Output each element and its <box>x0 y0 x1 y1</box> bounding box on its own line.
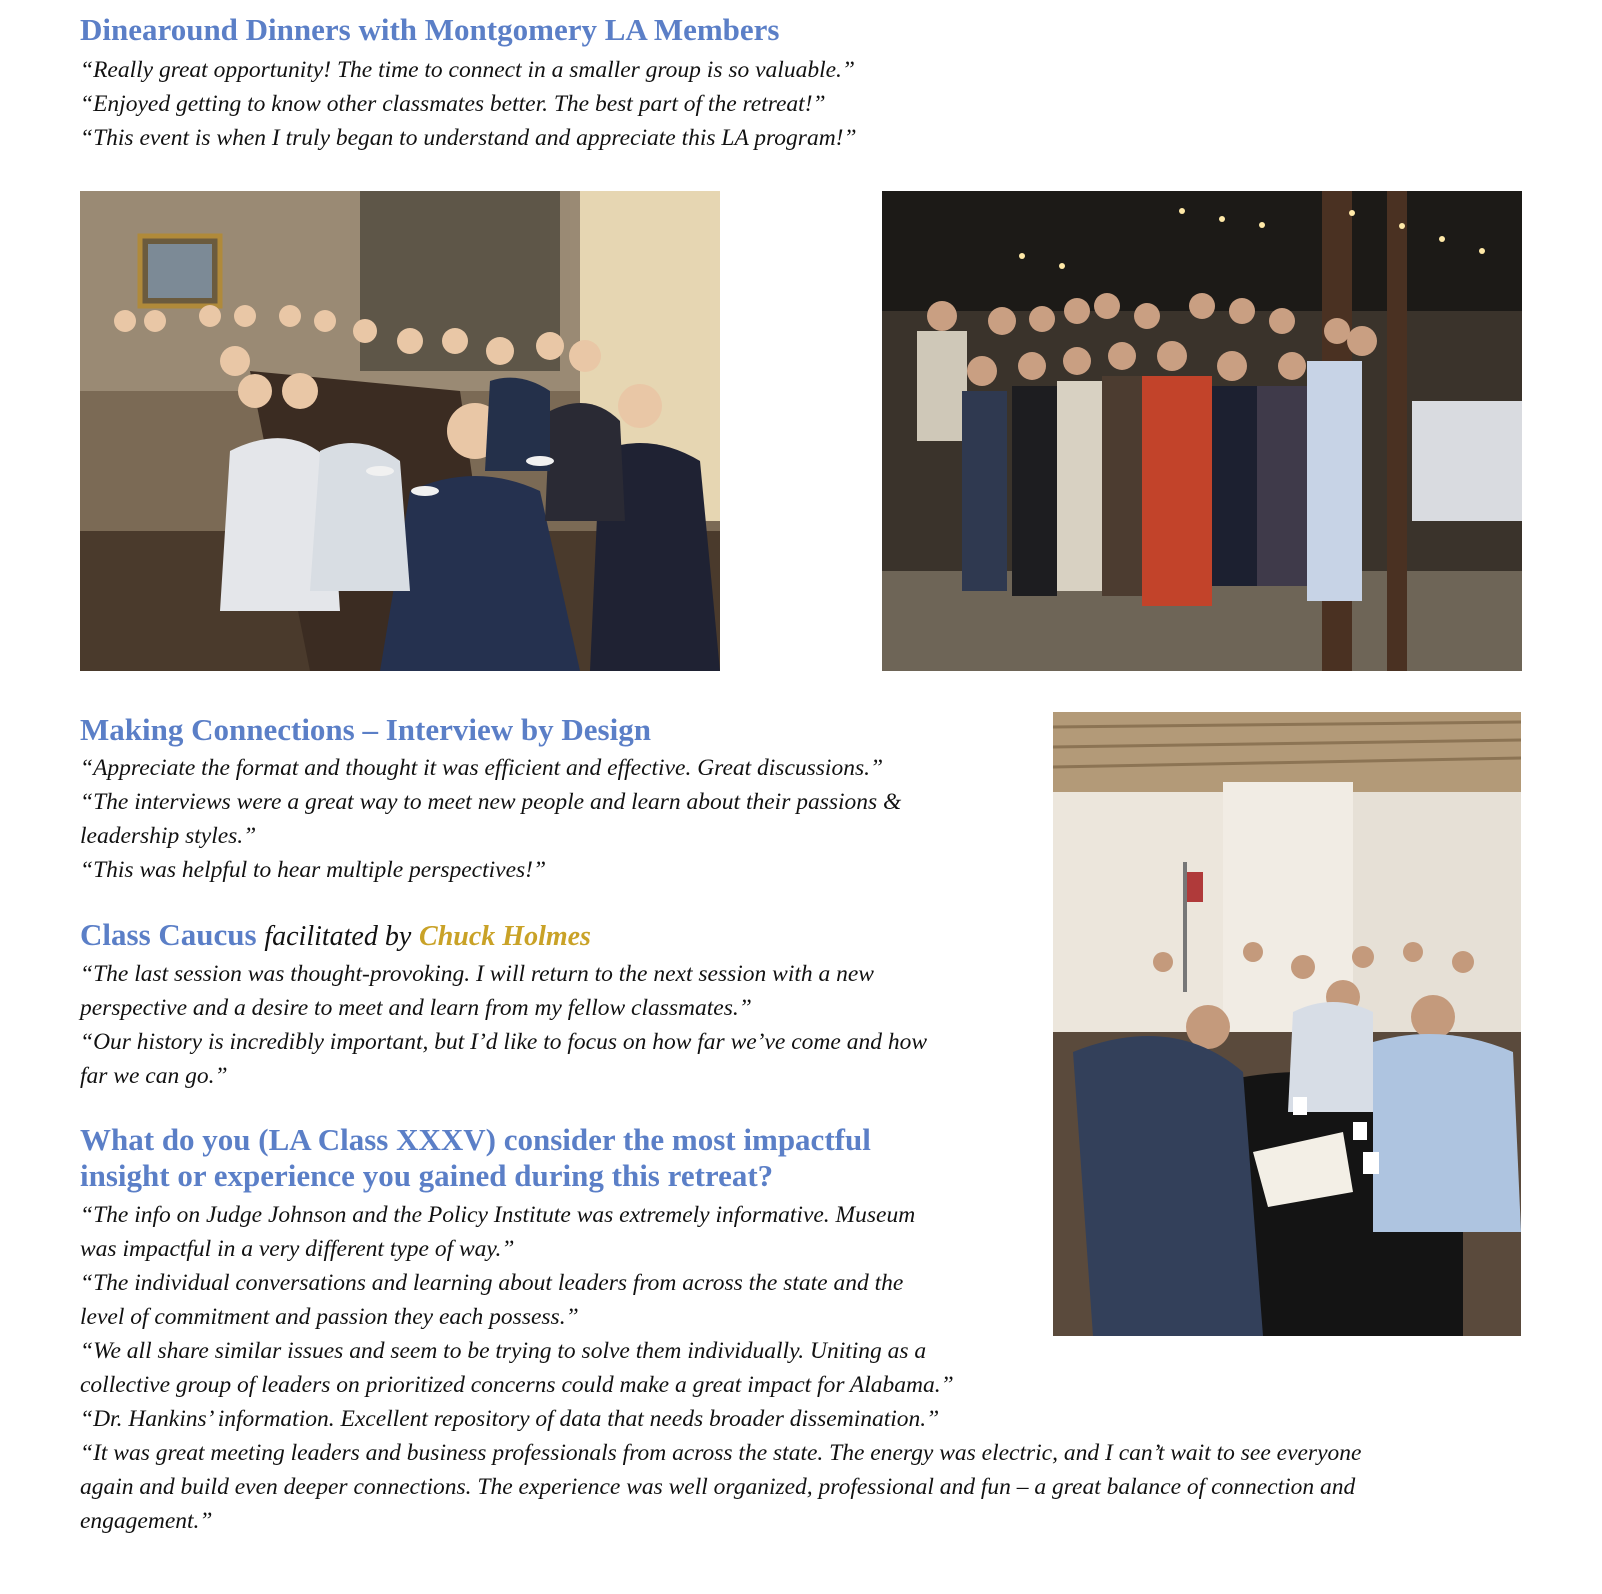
dinner-table-photo <box>80 191 720 671</box>
caucus-heading <box>80 917 591 955</box>
caucus-quotes <box>80 957 927 1093</box>
quote-line: “The info on Judge Johnson and the Policy Institute was extremely informative. Museum <box>80 1202 916 1228</box>
quote-line: “This was helpful to hear multiple perspectives!” <box>80 857 547 883</box>
impact-heading-line: What do you (LA Class XXXV) consider the most impactful <box>80 1122 871 1157</box>
impact-heading <box>80 1122 871 1194</box>
quote-line: “It was great meeting leaders and business professionals from across the state. The energy was electric, and I can’t wait to see everyone <box>80 1440 1362 1466</box>
quote-line: “The individual conversations and learning about leaders from across the state and the <box>80 1270 904 1296</box>
quote-line: “Appreciate the format and thought it was efficient and effective. Great discussions.” <box>80 755 884 781</box>
impact-quotes <box>80 1198 1361 1538</box>
quote-line: “We all share similar issues and seem to be trying to solve them individually. Uniting as a <box>80 1338 927 1364</box>
facilitator-name: Chuck Holmes <box>419 921 591 952</box>
quote-line: “The interviews were a great way to meet new people and learn about their passions & <box>80 789 902 815</box>
dinearound-quotes <box>80 53 857 155</box>
quote-line: engagement.” <box>80 1508 213 1534</box>
quote-line: again and build even deeper connections. The experience was well organized, professional and fun – a great balance of connection and <box>80 1474 1356 1500</box>
quote-line: “Dr. Hankins’ information. Excellent repository of data that needs broader dissemination.” <box>80 1406 940 1432</box>
patio-group-photo <box>882 191 1522 671</box>
quote-line: level of commitment and passion they each possess.” <box>80 1304 579 1330</box>
quote-line: “Really great opportunity! The time to connect in a smaller group is so valuable.” <box>80 57 855 83</box>
caucus-title: Class Caucus <box>80 917 257 952</box>
quote-line: far we can go.” <box>80 1063 228 1089</box>
quote-line: leadership styles.” <box>80 823 257 849</box>
connections-heading: Making Connections – Interview by Design <box>80 712 651 747</box>
impact-heading-line: insight or experience you gained during this retreat? <box>80 1158 774 1193</box>
quote-line: “Our history is incredibly important, but I’d like to focus on how far we’ve come and how <box>80 1029 927 1055</box>
dinearound-heading: Dinearound Dinners with Montgomery LA Members <box>80 12 780 47</box>
quote-line: “Enjoyed getting to know other classmates better. The best part of the retreat!” <box>80 91 826 117</box>
connections-quotes <box>80 751 901 887</box>
facilitated-by-text: facilitated by <box>264 921 412 952</box>
quote-line: collective group of leaders on prioritized concerns could make a great impact for Alabama.” <box>80 1372 954 1398</box>
quote-line: “This event is when I truly began to understand and appreciate this LA program!” <box>80 125 857 151</box>
quote-line: perspective and a desire to meet and learn from my fellow classmates.” <box>80 995 752 1021</box>
quote-line: “The last session was thought-provoking. I will return to the next session with a new <box>80 961 874 987</box>
quote-line: was impactful in a very different type of way.” <box>80 1236 515 1262</box>
